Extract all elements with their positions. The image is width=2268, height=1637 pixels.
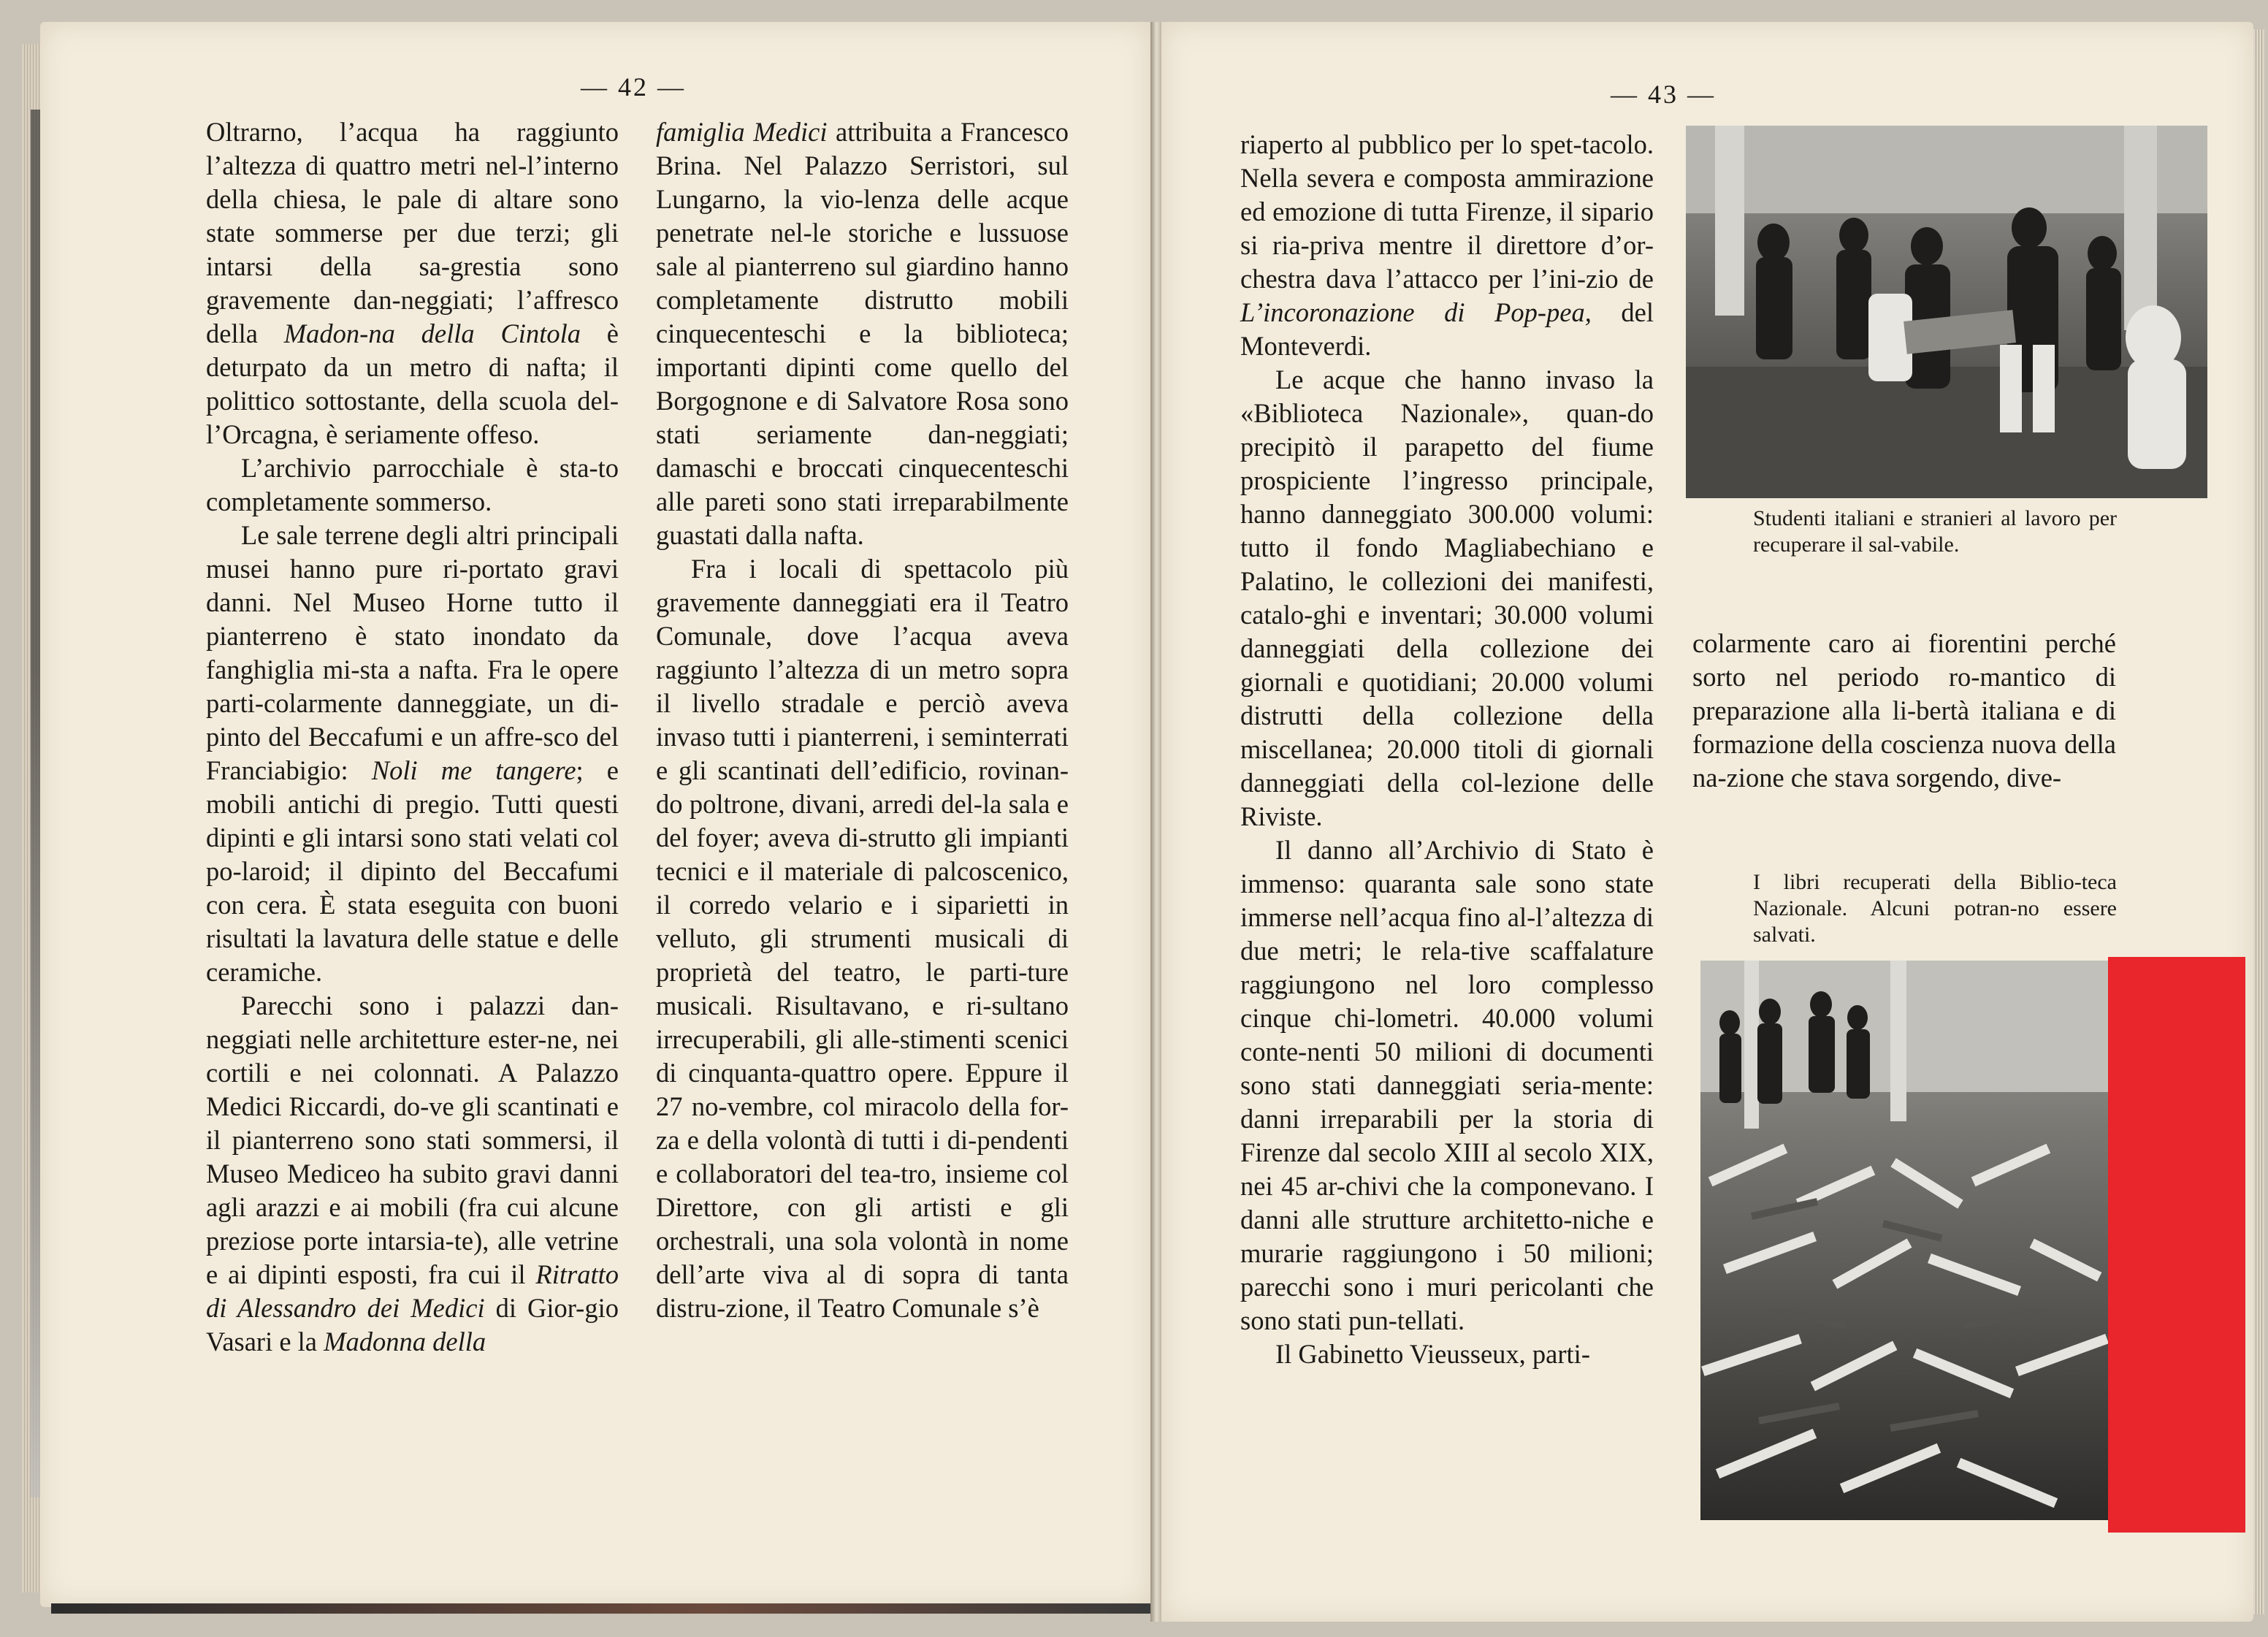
text-run: L’archivio parrocchiale è sta-to completamente sommerso.	[206, 453, 619, 516]
red-color-block	[2108, 957, 2245, 1533]
text-column-3	[1240, 128, 1654, 1371]
italic-title: Madon-na della Cintola	[283, 318, 581, 348]
text-run: Le acque che hanno invaso la «Biblioteca Nazionale», quan-do precipitò il parapetto del fiume prospiciente l’ingresso principale, hanno danneggiato 300.000 volumi: tutto il fondo Magliabechiano e Palatino, le collezioni dei manifesti, catalo-ghi e inventari; 30.000 volumi danneggiati della collezione dei giornali e quotidiani; 20.000 volumi distrutti della collezione della miscellanea; 20.000 titoli di giornali danneggiati della col-lezione delle Riviste.	[1240, 365, 1654, 831]
paragraph	[656, 115, 1069, 552]
caption-students: Studenti italiani e stranieri al lavoro per recuperare il sal-vabile.	[1753, 506, 2117, 557]
photo-recovered-books	[1700, 961, 2108, 1520]
paragraph	[206, 115, 619, 451]
text-column-1	[206, 115, 619, 1359]
text-run: Parecchi sono i palazzi dan-neggiati nelle architetture ester-ne, nei cortili e nei colonnati. A Palazzo Medici Riccardi, do-ve gli scantinati e il pianterreno sono stati sommersi, il Museo Mediceo ha subito gravi danni agli arazzi e ai mobili (fra cui alcune preziose porte intarsia-te), alle vetrine e ai dipinti esposti, fra cui il	[206, 991, 619, 1289]
text-run: Oltrarno, l’acqua ha raggiunto l’altezza di quattro metri nel-l’interno della chiesa, le pale di altare sono state sommerse per due terzi; gli intarsi della sa-grestia sono gravemente dan-neggiati; l’affresco della	[206, 117, 619, 348]
paragraph	[1240, 128, 1654, 363]
paragraph	[206, 451, 619, 519]
text-run: Il Gabinetto Vieusseux, parti-	[1275, 1339, 1590, 1369]
text-run: Il danno all’Archivio di Stato è immenso: quaranta sale sono state immerse nell’acqua fino al-l’altezza di due metri; le rela-tive scaffalature raggiungono nel loro complesso cinque chi-lometri. 40.000 volumi conte-nenti 50 milioni di documenti sono stati danneggiati seria-mente: danni irreparabili per la storia di Firenze dal secolo XIII al secolo XIX, nei 45 ar-chivi che la componevano. I danni alle strutture architetto-niche e murarie raggiungono i 50 milioni; parecchi sono i muri pericolanti che sono stati pun-tellati.	[1240, 835, 1654, 1335]
book-spine	[1150, 22, 1161, 1622]
photo-students-working	[1686, 126, 2207, 498]
paragraph	[1692, 627, 2116, 795]
paragraph	[206, 519, 619, 989]
paragraph	[206, 989, 619, 1359]
caption-books: I libri recuperati della Biblio-teca Nazionale. Alcuni potran-no essere salvati.	[1753, 870, 2117, 947]
text-run: Le sale terrene degli altri principali musei hanno pure ri-portato gravi danni. Nel Museo Horne tutto il pianterreno è stato inondato da fanghiglia mi-sta a nafta. Fra le opere parti-colarmente danneggiate, un di-pinto del Beccafumi e un affre-sco del Franciabigio:	[206, 520, 619, 785]
paragraph	[1240, 833, 1654, 1338]
italic-title: famiglia Medici	[656, 117, 828, 147]
paragraph	[656, 552, 1069, 1325]
text-run: del Monteverdi.	[1240, 297, 1654, 361]
text-column-4	[1692, 627, 2116, 795]
text-run: è deturpato da un metro di nafta; il polittico sottostante, della scuola del-l’Orcagna, è seriamente offeso.	[206, 318, 619, 449]
page-stack-right-edge	[2253, 29, 2264, 1614]
text-column-2	[656, 115, 1069, 1325]
text-run: riaperto al pubblico per lo spet-tacolo. Nella severa e composta ammirazione ed emozione di tutta Firenze, il sipario si ria-priva mentre il direttore d’or-chestra dava l’attacco per l’ini-zio de	[1240, 129, 1654, 294]
page-number-left: — 42 —	[581, 72, 686, 102]
paragraph	[1240, 363, 1654, 833]
text-run: ; e mobili antichi di pregio. Tutti questi dipinti e gli intarsi sono stati velati col po-laroid; il dipinto del Beccafumi con cera. È stata eseguita con buoni risultati la lavatura delle statue e delle ceramiche.	[206, 755, 619, 987]
paragraph	[1240, 1338, 1654, 1371]
italic-title: Noli me tangere	[371, 755, 576, 785]
italic-title: Madonna della	[324, 1327, 486, 1356]
text-run: Fra i locali di spettacolo più gravemente danneggiati era il Teatro Comunale, dove l’acqua aveva raggiunto l’altezza di un metro sopra il livello stradale e perciò aveva invaso tutti i pianterreni, i seminterrati e gli scantinati dell’edificio, rovinan-do poltrone, divani, arredi del-la sala e del foyer; aveva di-strutto gli impianti tecnici e il materiale di palcoscenico, il corredo velario e i siparietti in velluto, gli strumenti musicali di proprietà del teatro, le parti-ture musicali. Risultavano, e ri-sultano irrecuperabili, gli alle-stimenti scenici di cinquanta-quattro opere. Eppure il 27 no-vembre, col miracolo della for-za e della volontà di tutti i di-pendenti e collaboratori del tea-tro, insieme col Direttore, con gli artisti e gli orchestrali, una sola volontà in nome dell’arte viva al di sopra di tanta distru-zione, il Teatro Comunale s’è	[656, 554, 1069, 1323]
text-run: di Gior-gio Vasari e la	[206, 1293, 619, 1356]
students-photo-illustration	[1686, 126, 2207, 498]
cover-bottom-strip	[51, 1603, 1150, 1614]
italic-title: L’incoronazione di Pop-pea,	[1240, 297, 1592, 327]
cover-edge-strip	[31, 110, 41, 1497]
text-run: attribuita a Francesco Brina. Nel Palazzo Serristori, sul Lungarno, la vio-lenza delle acque penetrate nel-le storiche e lussuose sale al pianterreno sul giardino hanno completamente distrutto mobili cinquecenteschi e la biblioteca; importanti dipinti come quello del Borgognone e di Salvatore Rosa sono stati seriamente dan-neggiati; damaschi e broccati cinquecenteschi alle pareti sono stati irreparabilmente guastati dalla nafta.	[656, 117, 1069, 550]
page-number-right: — 43 —	[1611, 80, 1716, 109]
text-run: colarmente caro ai fiorentini perché sorto nel periodo ro-mantico di preparazione alla li-bertà italiana e di formazione della coscienza nuova della na-zione che stava sorgendo, dive-	[1692, 628, 2116, 793]
italic-title: Ritratto di Alessandro dei Medici	[206, 1259, 619, 1323]
books-photo-illustration	[1700, 961, 2108, 1520]
